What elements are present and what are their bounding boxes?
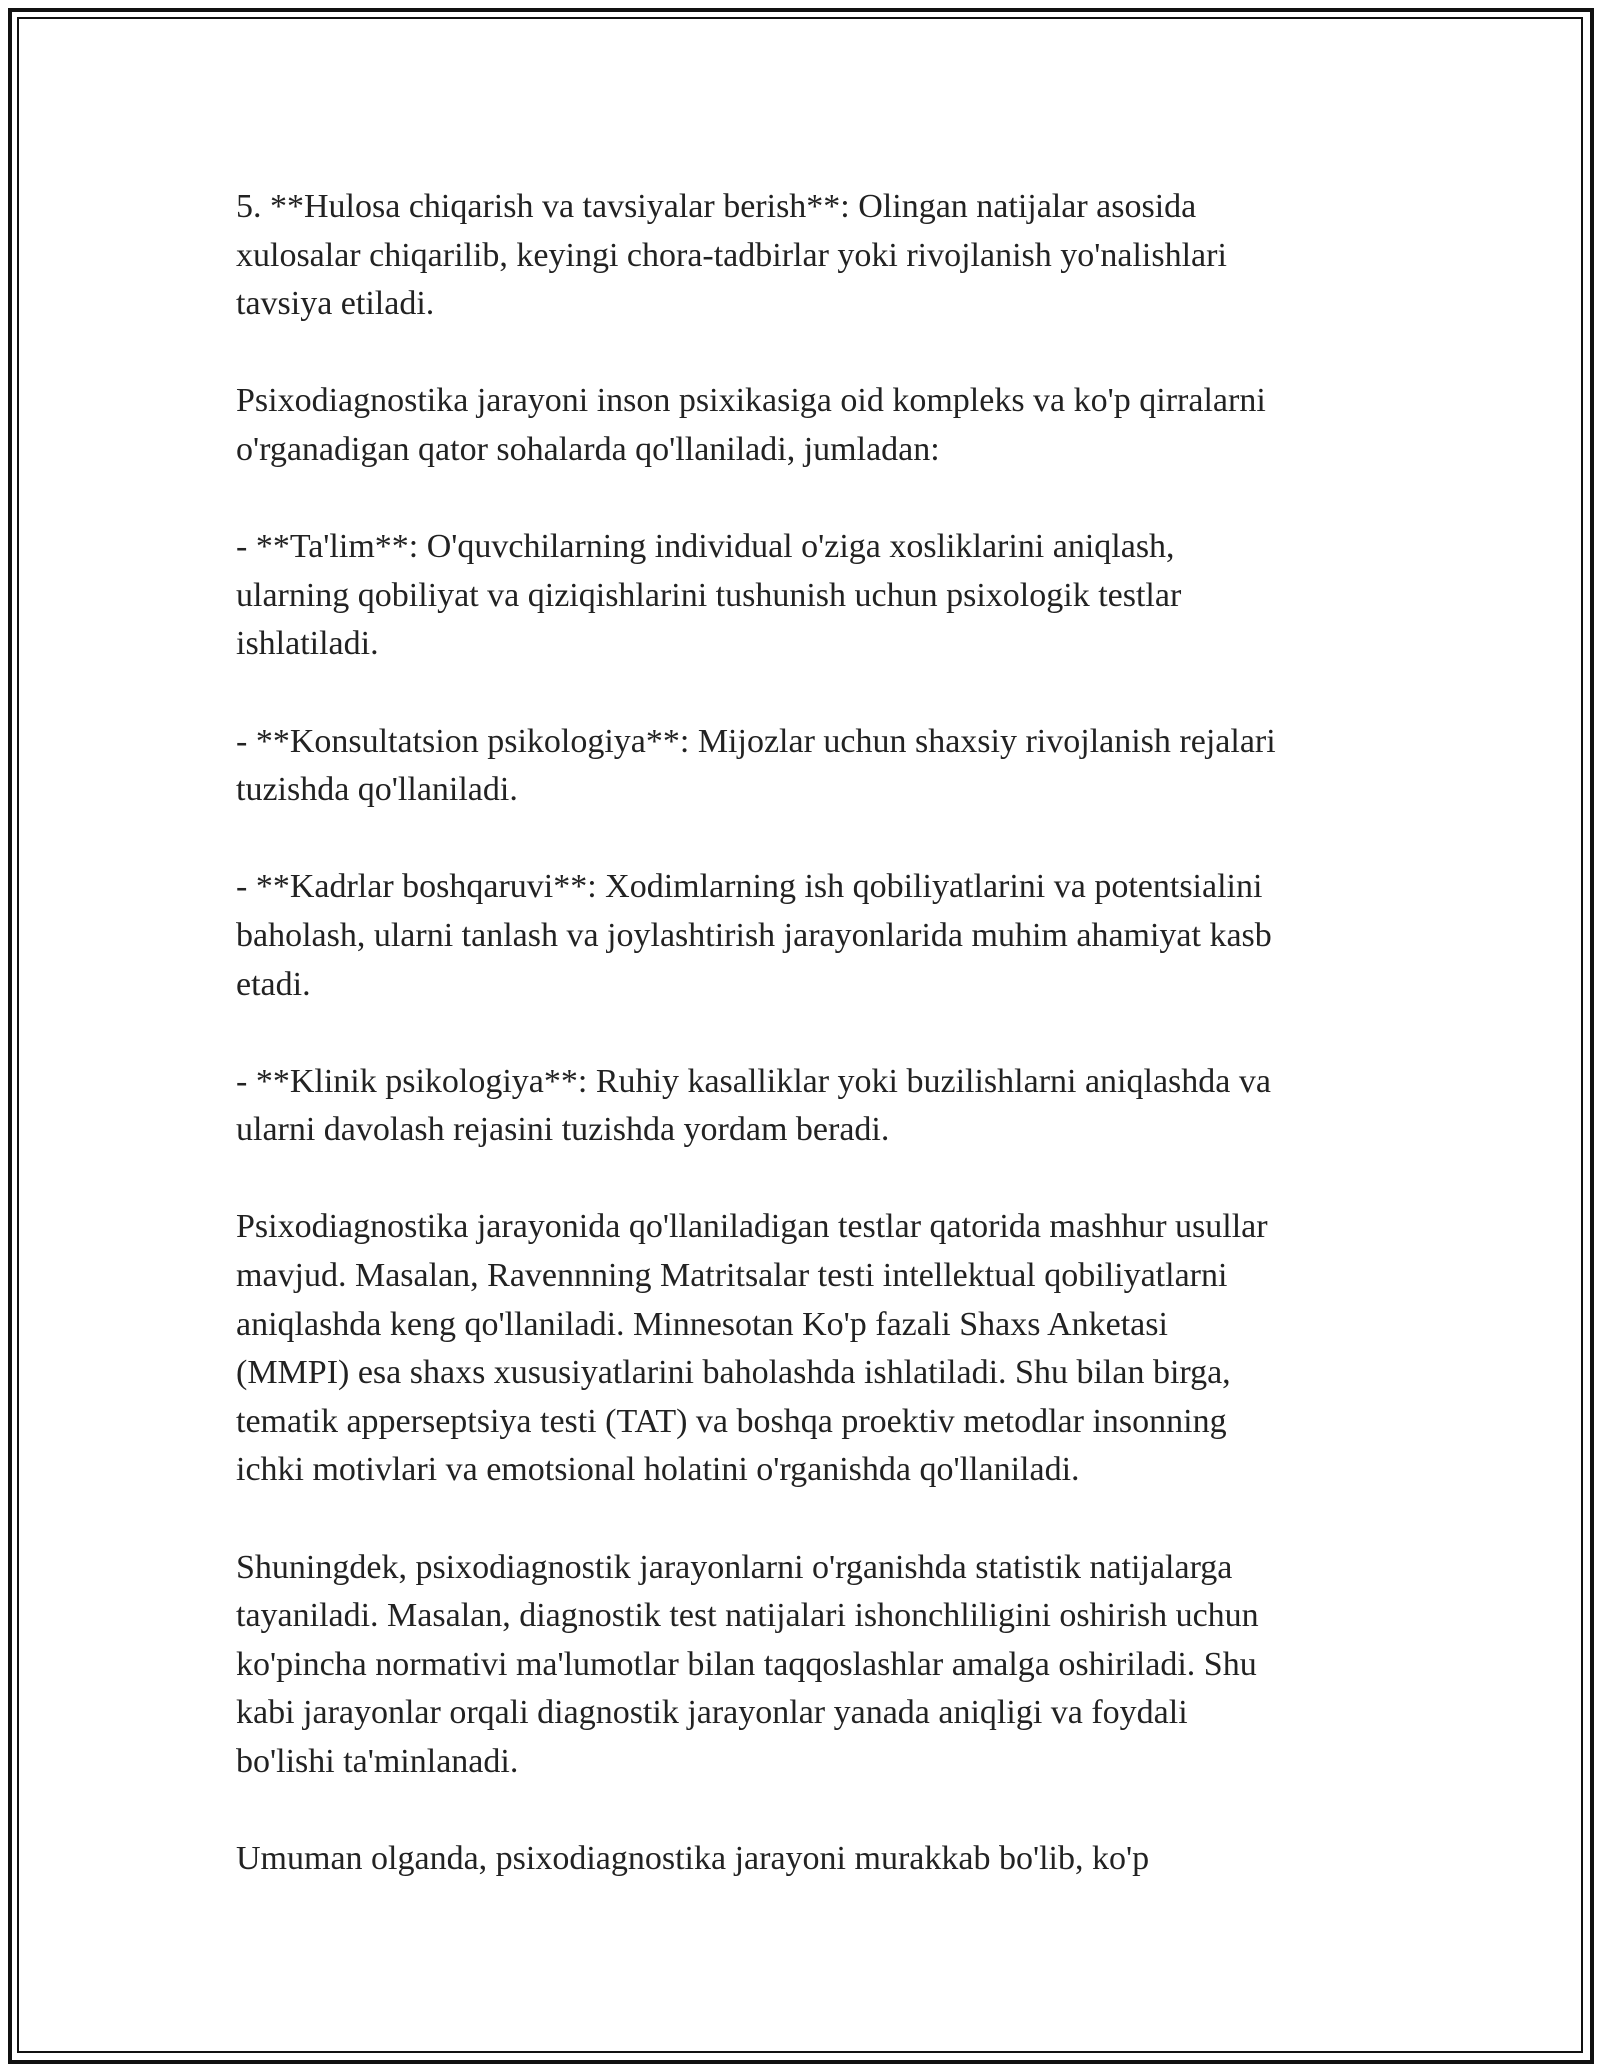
document-body bbox=[236, 183, 1366, 1884]
list-item-clinical-psychology: - **Klinik psikologiya**: Ruhiy kasalliklar yoki buzilishlarni aniqlashda va ularni davolash rejasini tuzishda yordam beradi. bbox=[236, 1062, 1271, 1149]
paragraph-application-areas: Psixodiagnostika jarayoni inson psixikasiga oid kompleks va ko'p qirralarni o'rganadigan qator sohalarda qo'llaniladi, jumladan: bbox=[236, 382, 1266, 468]
paragraph-famous-tests: Psixodiagnostika jarayonida qo'llaniladigan testlar qatorida mashhur usullar mavjud. Masalan, Ravennning Matritsalar testi intellektual qobiliyatlarni aniqlashda keng qo'llaniladi. Minnesotan Ko'p fazali Shaxs Anketasi (MMPI) esa shaxs xususiyatlarini baholashda ishlatiladi. Shu bilan birga, tematik apperseptsiya testi (TAT) va boshqa proektiv metodlar insonning ichki motivlari va emotsional holatini o'rganishda qo'llaniladi. bbox=[236, 1208, 1268, 1489]
paragraph-statistics: Shuningdek, psixodiagnostik jarayonlarni o'rganishda statistik natijalarga tayaniladi. Masalan, diagnostik test natijalari ishonchliligini oshirish uchun ko'pincha normativi ma'lumotlar bilan taqqoslashlar amalga oshiriladi. Shu kabi jarayonlar orqali diagnostik jarayonlar yanada aniqligi va foydali bo'lishi ta'minlanadi. bbox=[236, 1548, 1259, 1780]
list-item-education: - **Ta'lim**: O'quvchilarning individual o'ziga xosliklarini aniqlash, ularning qobiliyat va qiziqishlarini tushunish uchun psixologik testlar ishlatiladi. bbox=[236, 528, 1182, 663]
paragraph-conclusions: 5. **Hulosa chiqarish va tavsiyalar berish**: Olingan natijalar asosida xulosalar chiqarilib, keyingi chora-tadbirlar yoki rivojlanish yo'nalishlari tavsiya etiladi. bbox=[236, 188, 1227, 323]
list-item-hr-management: - **Kadrlar boshqaruvi**: Xodimlarning ish qobiliyatlarini va potentsialini baholash, ularni tanlash va joylashtirish jarayonlarida muhim ahamiyat kasb etadi. bbox=[236, 868, 1272, 1003]
paragraph-summary: Umuman olganda, psixodiagnostika jarayoni murakkab bo'lib, ko'p bbox=[236, 1840, 1150, 1878]
list-item-consulting-psychology: - **Konsultatsion psikologiya**: Mijozlar uchun shaxsiy rivojlanish rejalari tuzishda qo'llaniladi. bbox=[236, 722, 1276, 809]
